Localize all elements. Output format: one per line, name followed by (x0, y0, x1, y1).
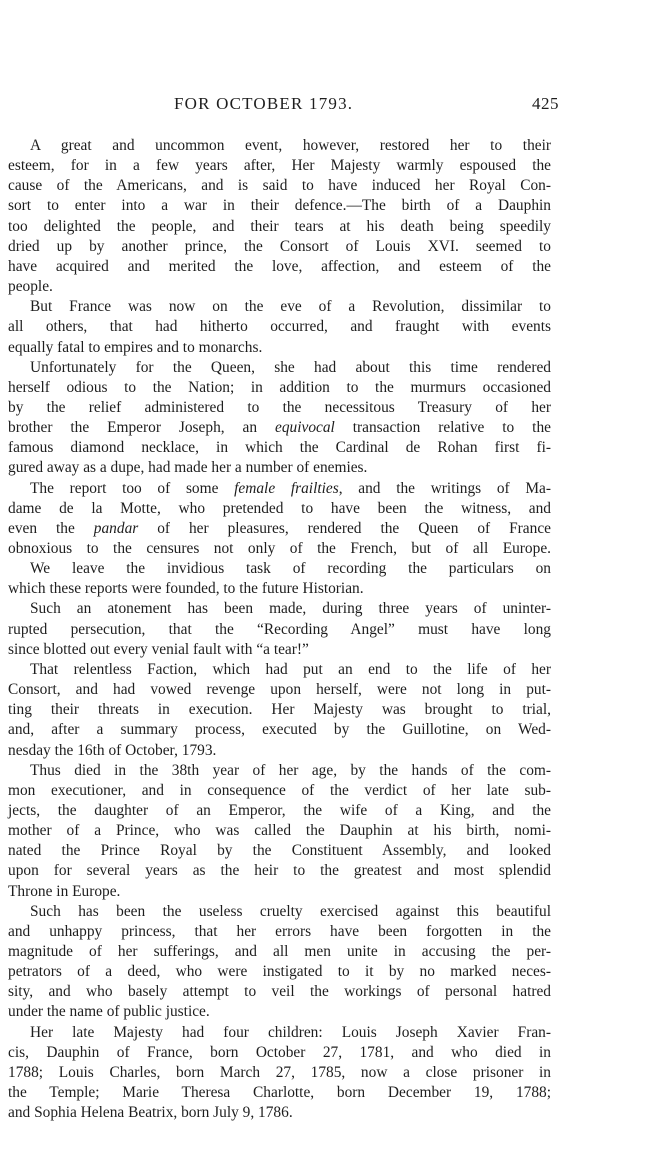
text-line: famous diamond necklace, in which the Cardinal de Rohan first fi- (8, 439, 551, 457)
text-line: rupted persecution, that the “Recording Angel” must have long (8, 620, 551, 638)
text-line: too delighted the people, and their tears at his death being speedily (8, 217, 551, 235)
text-line: and Sophia Helena Beatrix, born July 9, 1786. (8, 1104, 293, 1122)
text-line: dame de la Motte, who pretended to have been the witness, and (8, 499, 551, 517)
text-line: upon for several years as the heir to the greatest and most splendid (8, 862, 551, 880)
text-line: equally fatal to empires and to monarchs. (8, 338, 263, 356)
text-line: and, after a summary process, executed by the Guillotine, on Wed- (8, 721, 551, 739)
text-line: all others, that had hitherto occurred, and fraught with events (8, 318, 551, 336)
text-line: Such an atonement has been made, during three years of uninter- (30, 600, 551, 618)
text-line: herself odious to the Nation; in addition to the murmurs occasioned (8, 378, 551, 396)
text-line: Consort, and had vowed revenge upon herself, were not long in put- (8, 681, 551, 698)
running-title: FOR OCTOBER 1793. (174, 94, 354, 113)
text-line: under the name of public justice. (8, 1003, 210, 1021)
text-line: which these reports were founded, to the future Historian. (8, 580, 364, 598)
text-line: 1788; Louis Charles, born March 27, 1785, now a close prisoner in (8, 1063, 551, 1081)
text-line: and unhappy princess, that her errors have been forgotten in the (8, 922, 551, 940)
text-line: since blotted out every venial fault with “a tear!” (8, 640, 309, 658)
text-line: That relentless Faction, which had put an end to the life of her (30, 660, 551, 678)
text-line: cause of the Americans, and is said to have induced her Royal Con- (8, 177, 551, 195)
text-line: The report too of some female frailties, and the writings of Ma- (30, 479, 551, 497)
text-line: gured away as a dupe, had made her a number of enemies. (8, 459, 368, 477)
text-line: mon executioner, and in consequence of the verdict of her late sub- (8, 781, 551, 799)
text-line: ting their threats in execution. Her Majesty was brought to trial, (8, 701, 551, 719)
page-number: 425 (532, 94, 559, 113)
text-line: sity, and who basely attempt to veil the workings of personal hatred (8, 983, 551, 1001)
text-line: sort to enter into a war in their defence.—The birth of a Dauphin (8, 197, 551, 215)
text-line: A great and uncommon event, however, restored her to their (30, 137, 551, 154)
text-line: obnoxious to the censures not only of the French, but of all Europe. (8, 540, 551, 557)
text-line: esteem, for in a few years after, Her Majesty warmly espoused the (8, 157, 551, 175)
text-line: petrators of a deed, who were instigated to it by no marked neces- (8, 963, 551, 981)
text-line: the Temple; Marie Theresa Charlotte, born December 19, 1788; (8, 1084, 551, 1101)
text-line: brother the Emperor Joseph, an equivocal transaction relative to the (8, 419, 551, 437)
text-line: We leave the invidious task of recording the particulars on (30, 560, 551, 578)
text-line: magnitude of her sufferings, and all men unite in accusing the per- (8, 943, 551, 960)
text-line: nesday the 16th of October, 1793. (8, 741, 217, 759)
running-head (0, 94, 665, 114)
text-line: cis, Dauphin of France, born October 27, 1781, and who died in (8, 1043, 551, 1061)
text-line: mother of a Prince, who was called the Dauphin at his birth, nomi- (8, 822, 551, 840)
text-line: nated the Prince Royal by the Constituent Assembly, and looked (8, 842, 551, 860)
text-line: jects, the daughter of an Emperor, the wife of a King, and the (8, 801, 551, 819)
text-line: Such has been the useless cruelty exercised against this beautiful (30, 902, 551, 920)
text-line: Unfortunately for the Queen, she had about this time rendered (30, 358, 551, 376)
text-line: Her late Majesty had four children: Louis Joseph Xavier Fran- (30, 1023, 551, 1041)
text-line: But France was now on the eve of a Revolution, dissimilar to (30, 298, 551, 316)
text-line: people. (8, 278, 53, 295)
text-line: have acquired and merited the love, affection, and esteem of the (8, 257, 551, 275)
text-line: Throne in Europe. (8, 882, 121, 900)
text-line: even the pandar of her pleasures, rendered the Queen of France (8, 519, 551, 537)
text-line: dried up by another prince, the Consort of Louis XVI. seemed to (8, 237, 551, 255)
text-line: by the relief administered to the necessitous Treasury of her (8, 398, 551, 416)
text-line: Thus died in the 38th year of her age, by the hands of the com- (30, 761, 551, 779)
